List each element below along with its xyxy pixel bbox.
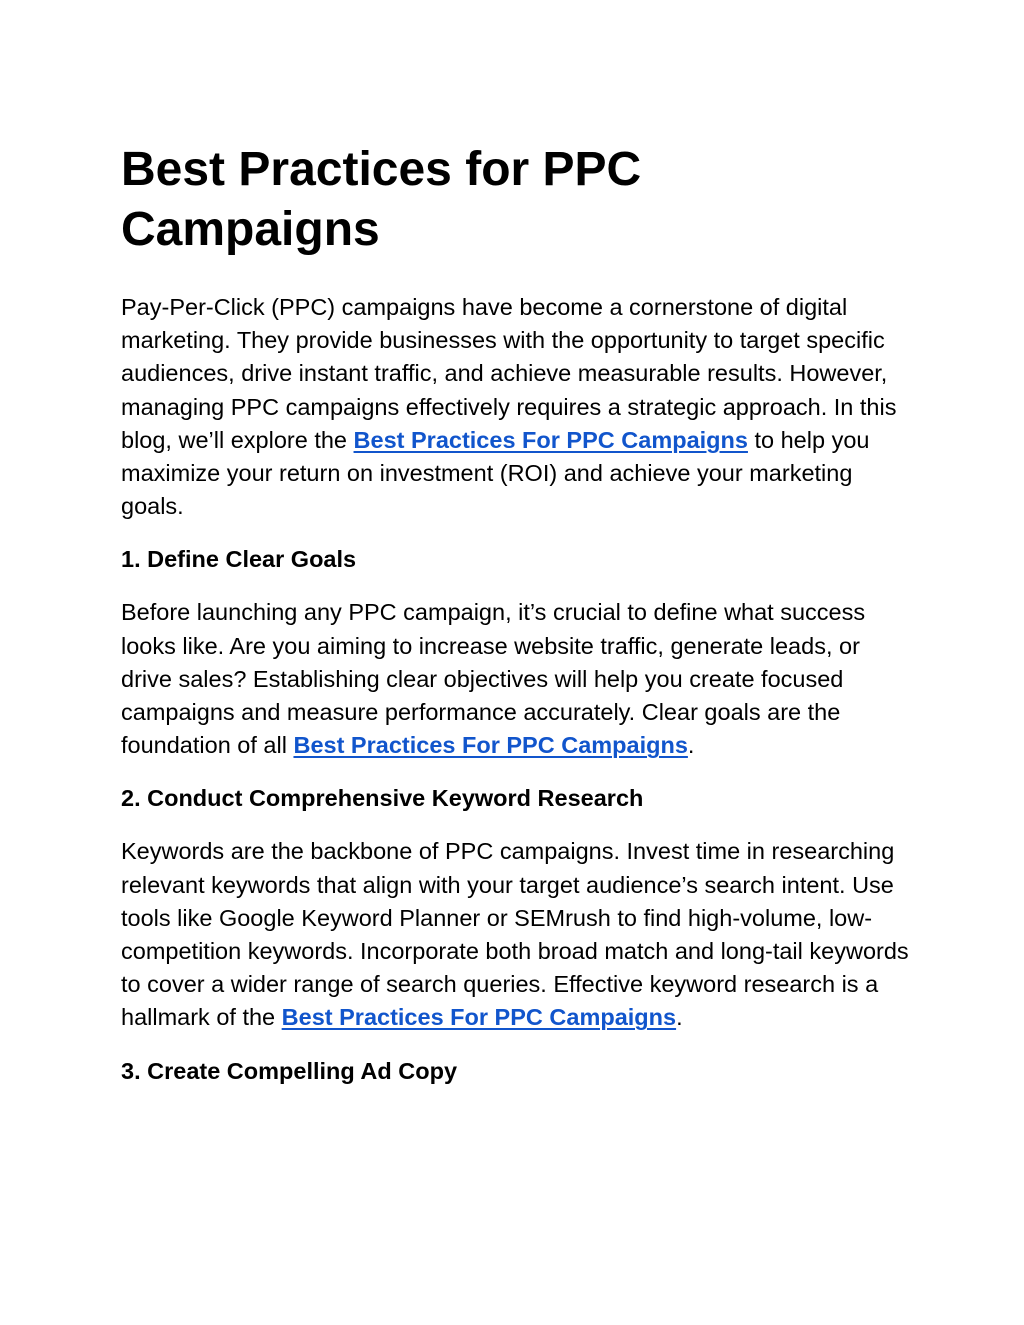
goals-text-after: . — [687, 732, 695, 759]
title-line-2: Campaigns — [121, 203, 380, 256]
keyword-link-best-practices[interactable]: Best Practices For PPC Campaigns — [281, 1004, 677, 1031]
section-paragraph-define-goals — [121, 596, 911, 762]
section-heading-define-goals: 1. Define Clear Goals — [121, 546, 357, 573]
goals-text-before: Before launching any PPC campaign, it’s crucial to define what success looks like. Are you aiming to increase website traffic, generate leads, or drive sales? Establishing clear objectives will help you create focused campaigns and measure performance accurately. Clear goals are the foundation of all — [121, 599, 866, 759]
intro-text-before: Pay-Per-Click (PPC) campaigns have become a cornerstone of digital marketing. They provide businesses with the opportunity to target specific audiences, drive instant traffic, and achieve measurable results. However, managing PPC campaigns effectively requires a strategic approach. In this blog, we’ll explore the — [121, 294, 897, 453]
keyword-text-before: Keywords are the backbone of PPC campaigns. Invest time in researching relevant keywords that align with your target audience’s search intent. Use tools like Google Keyword Planner or SEMrush to find high-volume, low-competition keywords. Incorporate both broad match and long-tail keywords to cover a wider range of search queries. Effective keyword research is a hallmark of the — [121, 838, 909, 1031]
title-line-1: Best Practices for PPC — [121, 143, 642, 196]
section-paragraph-keyword-research — [121, 835, 911, 1034]
intro-paragraph — [121, 291, 911, 523]
keyword-text-after: . — [676, 1004, 683, 1031]
page-title — [121, 140, 911, 260]
section-heading-ad-copy: 3. Create Compelling Ad Copy — [121, 1057, 458, 1084]
document-page — [121, 140, 911, 1088]
intro-link-best-practices[interactable]: Best Practices For PPC Campaigns — [353, 426, 748, 453]
goals-link-best-practices[interactable]: Best Practices For PPC Campaigns — [293, 732, 688, 759]
section-heading-keyword-research: 2. Conduct Comprehensive Keyword Research — [121, 785, 644, 812]
intro-text-after: to help you maximize your return on investment (ROI) and achieve your marketing goals. — [121, 426, 870, 520]
